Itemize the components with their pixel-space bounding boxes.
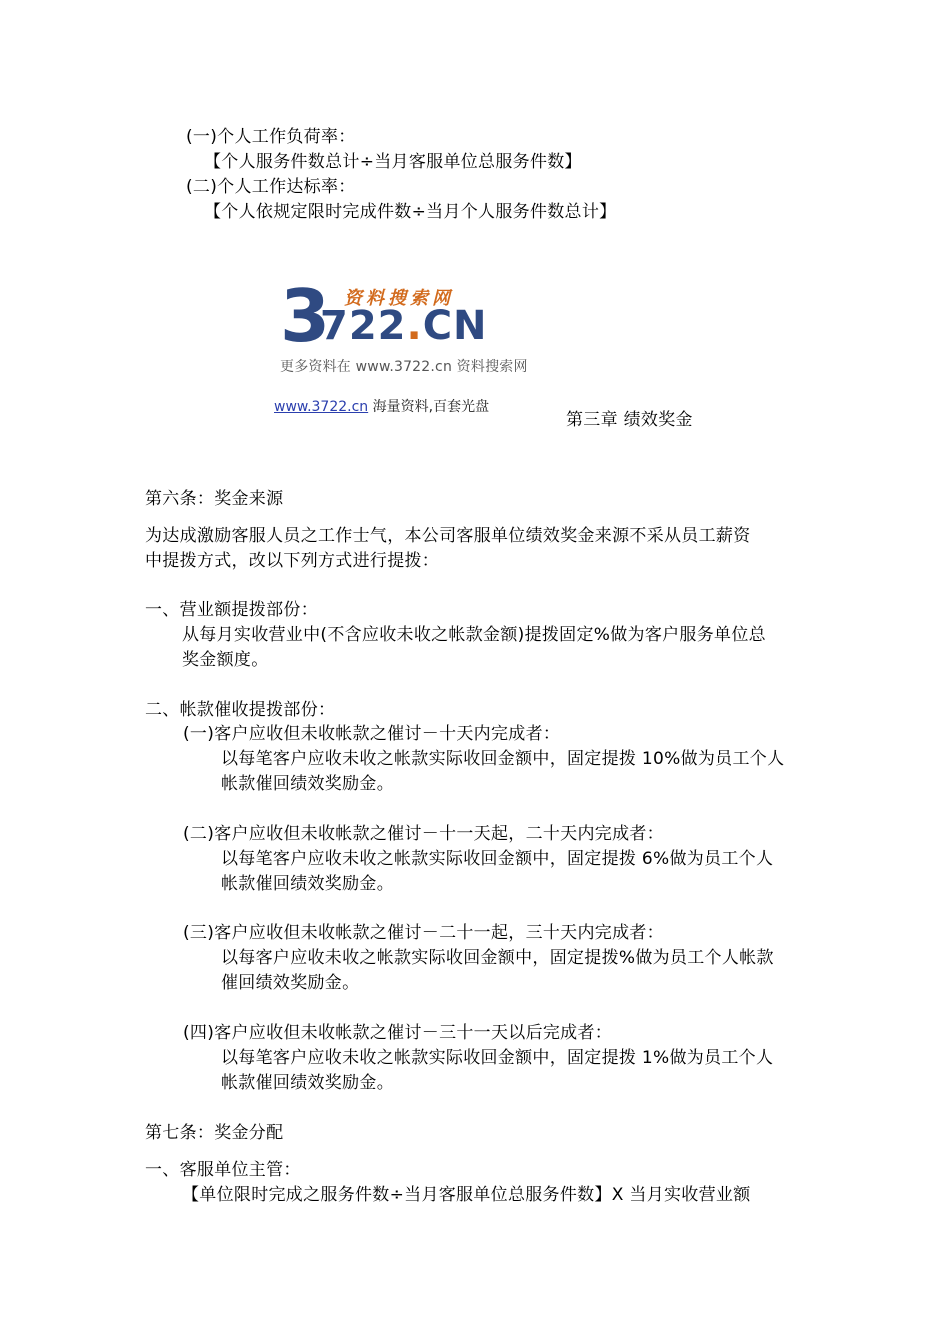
article-6-paragraph-line-2: 中提拨方式，改以下列方式进行提拨： [145,551,440,571]
collection-item-3-text-line-2: 催回绩效奖励金。 [221,973,360,993]
collection-item-1: (一)客户应收但未收帐款之催讨－十天内完成者： [183,724,561,744]
article-6-heading: 第六条：奖金来源 [145,489,284,509]
article-7-heading: 第七条：奖金分配 [145,1123,284,1143]
site-link-tail: 海量资料,百套光盘 [368,399,490,415]
section-1-heading: 一、营业额提拨部份： [145,600,318,620]
collection-item-2-text-line-2: 帐款催回绩效奖励金。 [221,874,394,894]
logo-subtitle: 更多资料在 www.3722.cn 资料搜索网 [280,359,528,375]
collection-item-4-text-line-2: 帐款催回绩效奖励金。 [221,1073,394,1093]
collection-item-1-text-line-2: 帐款催回绩效奖励金。 [221,774,394,794]
manager-heading: 一、客服单位主管： [145,1160,301,1180]
collection-item-2: (二)客户应收但未收帐款之催讨－十一天起，二十天内完成者： [183,824,664,844]
collection-item-3: (三)客户应收但未收帐款之催讨－二十一起，三十天内完成者： [183,923,664,943]
collection-item-2-text-line-1: 以每笔客户应收未收之帐款实际收回金额中，固定提拨 6%做为员工个人 [221,849,774,869]
article-6-paragraph-line-1: 为达成激励客服人员之工作士气，本公司客服单位绩效奖金来源不采从员工薪资 [145,526,751,546]
logo-wordmark: 722.CN [320,303,488,349]
collection-item-4: (四)客户应收但未收帐款之催讨－三十一天以后完成者： [183,1023,613,1043]
formula-target-rate: 【个人依规定限时完成件数÷当月个人服务件数总计】 [204,202,617,222]
chapter-title: 第三章 绩效奖金 [566,410,693,430]
manager-formula: 【单位限时完成之服务件数÷当月客服单位总服务件数】X 当月实收营业额 [182,1185,751,1205]
site-link[interactable]: www.3722.cn [274,399,369,415]
item-target-rate-heading: (二)个人工作达标率： [186,177,356,197]
logo-tagline: 资料搜索网 [344,288,454,309]
section-1-text-line-2: 奖金额度。 [182,650,269,670]
collection-item-3-text-line-1: 以每客户应收未收之帐款实际收回金额中，固定提拨%做为员工个人帐款 [221,948,774,968]
section-2-heading: 二、帐款催收提拨部份： [145,700,336,720]
collection-item-1-text-line-1: 以每笔客户应收未收之帐款实际收回金额中，固定提拨 10%做为员工个人 [221,749,785,769]
site-logo [278,274,568,382]
watermark-link-line [274,397,489,417]
formula-workload-rate: 【个人服务件数总计÷当月客服单位总服务件数】 [204,152,582,172]
collection-item-4-text-line-1: 以每笔客户应收未收之帐款实际收回金额中，固定提拨 1%做为员工个人 [221,1048,774,1068]
logo-digit: 3 [280,274,331,358]
item-workload-rate-heading: (一)个人工作负荷率： [186,127,356,147]
section-1-text-line-1: 从每月实收营业中(不含应收未收之帐款金额)提拨固定%做为客户服务单位总 [182,625,766,645]
